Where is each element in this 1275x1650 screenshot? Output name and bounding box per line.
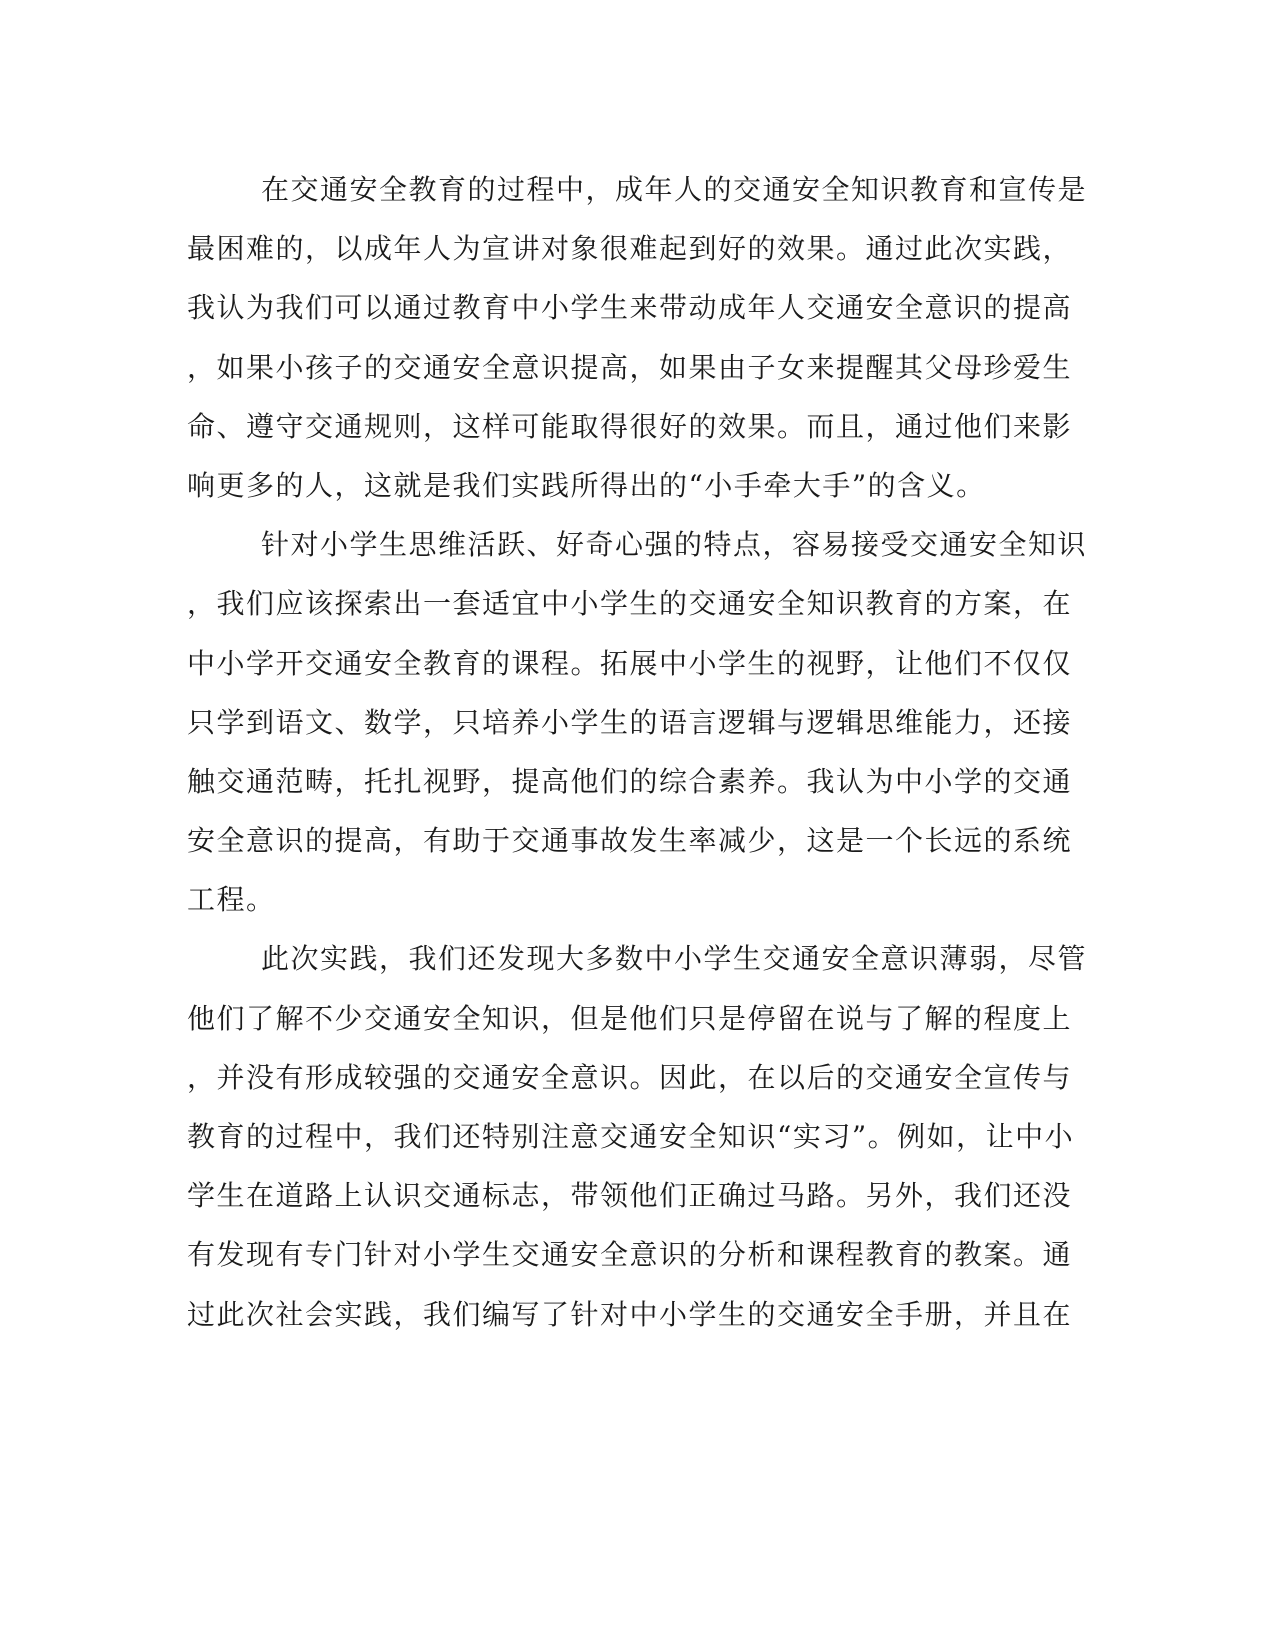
text-line: 中小学开交通安全教育的课程。拓展中小学生的视野，让他们不仅仅 [187, 646, 1073, 680]
text-line: 工程。 [187, 883, 276, 917]
paragraph [187, 515, 1088, 929]
text-line: 此次实践，我们还发现大多数中小学生交通安全意识薄弱，尽管 [261, 942, 1088, 976]
text-line: 他们了解不少交通安全知识，但是他们只是停留在说与了解的程度上 [187, 1001, 1073, 1035]
text-line: 最困难的，以成年人为宣讲对象很难起到好的效果。通过此次实践， [187, 232, 1073, 266]
paragraph [187, 160, 1088, 515]
text-line: 在交通安全教育的过程中，成年人的交通安全知识教育和宣传是 [261, 173, 1088, 206]
text-line: ，如果小孩子的交通安全意识提高，如果由子女来提醒其父母珍爱生 [187, 350, 1073, 384]
text-line: 针对小学生思维活跃、好奇心强的特点，容易接受交通安全知识 [261, 528, 1088, 562]
text-line: 只学到语文、数学，只培养小学生的语言逻辑与逻辑思维能力，还接 [187, 705, 1073, 739]
document-body [187, 160, 1088, 1344]
text-line: 响更多的人，这就是我们实践所得出的“小手牵大手”的含义。 [187, 468, 986, 502]
text-line: 学生在道路上认识交通标志，带领他们正确过马路。另外，我们还没 [187, 1179, 1073, 1213]
text-line: 有发现有专门针对小学生交通安全意识的分析和课程教育的教案。通 [187, 1238, 1073, 1272]
text-line: 命、遵守交通规则，这样可能取得很好的效果。而且，通过他们来影 [187, 409, 1073, 443]
text-line: ，并没有形成较强的交通安全意识。因此，在以后的交通安全宣传与 [187, 1060, 1073, 1094]
text-line: 安全意识的提高，有助于交通事故发生率减少，这是一个长远的系统 [187, 824, 1073, 858]
text-line: 过此次社会实践，我们编写了针对中小学生的交通安全手册，并且在 [187, 1297, 1073, 1331]
text-line: 我认为我们可以通过教育中小学生来带动成年人交通安全意识的提高 [187, 291, 1073, 325]
paragraph [187, 929, 1088, 1343]
text-line: 教育的过程中，我们还特别注意交通安全知识“实习”。例如，让中小 [187, 1120, 1075, 1153]
text-line: 触交通范畴，托扎视野，提高他们的综合素养。我认为中小学的交通 [187, 764, 1073, 798]
text-line: ，我们应该探索出一套适宜中小学生的交通安全知识教育的方案，在 [187, 587, 1073, 621]
